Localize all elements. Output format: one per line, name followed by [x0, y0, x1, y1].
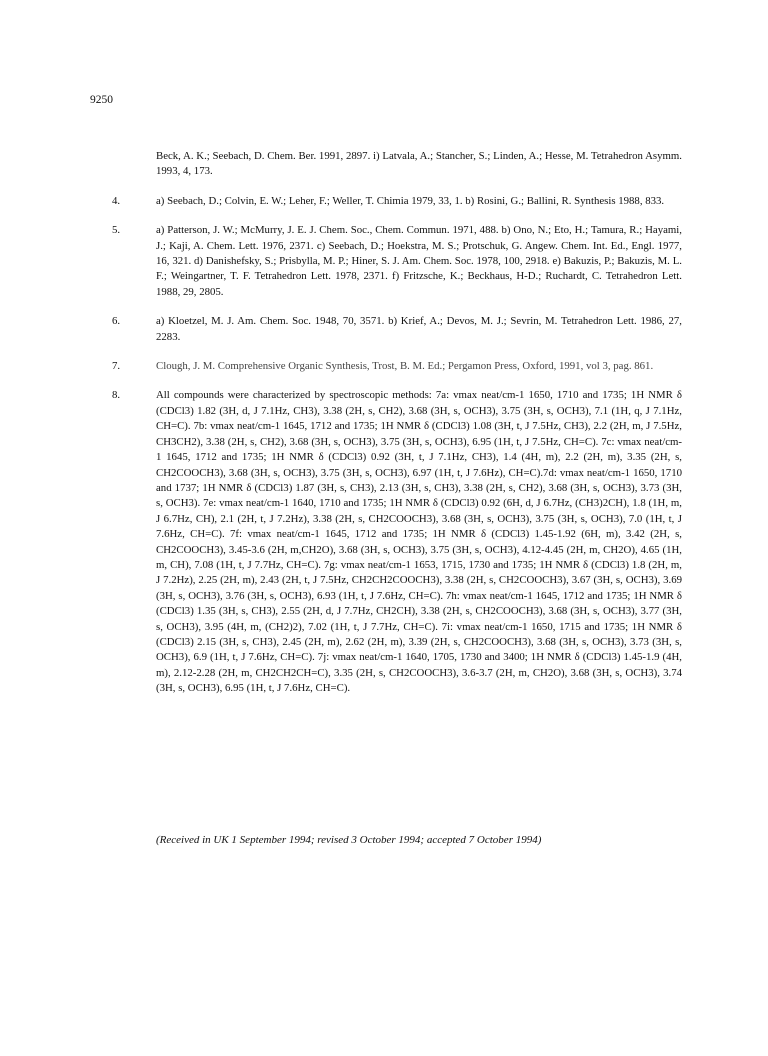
reference-number: 6.: [112, 315, 121, 328]
received-dates: (Received in UK 1 September 1994; revised 3 October 1994; accepted 7 October 1994): [156, 834, 542, 846]
reference-text: Clough, J. M. Comprehensive Organic Synthesis, Trost, B. M. Ed.; Pergamon Press, Oxford, 1991, vol 3, pag. 861.: [156, 360, 654, 373]
reference-4: [112, 194, 682, 209]
reference-8: [112, 388, 682, 696]
reference-number: 4.: [112, 194, 121, 207]
reference-text: a) Patterson, J. W.; McMurry, J. E. J. Chem. Soc., Chem. Commun. 1971, 488. b) Ono, N.; Eto, H.; Tamura, R.; Hayami, J.; Kaji, A. Chem. Lett. 1976, 2371. c) Seebach, D.; Hoekstra, M. S.; Protschuk, G. Angew. Chem. Int. Ed., Engl. 1977, 16, 321. d) Danishefsky, S.; Prisbylla, M. P.; Hiner, S. J. Am. Chem. Soc. 1978, 100, 2918. e) Bakuzis, P.; Bakuzis, M. L. F.; Weingartner, T. F. Tetrahedron Lett. 1978, 2371. f) Fritzsche, K.; Beckhaus, H-D.; Ruchardt, C. Tetrahedron Lett. 1988, 29, 2805.: [156, 224, 682, 298]
reference-5: [112, 223, 682, 300]
reference-text: a) Seebach, D.; Colvin, E. W.; Leher, F.; Weller, T. Chimia 1979, 33, 1. b) Rosini, G.; Ballini, R. Synthesis 1988, 833.: [156, 194, 665, 207]
reference-text: Beck, A. K.; Seebach, D. Chem. Ber. 1991, 2897. i) Latvala, A.; Stancher, S.; Linden, A.; Hesse, M. Tetrahedron Asymm. 1993, 4, 173.: [156, 150, 682, 178]
reference-continuation: [112, 149, 682, 180]
page-number: 9250: [90, 94, 113, 106]
reference-text: a) Kloetzel, M. J. Am. Chem. Soc. 1948, 70, 3571. b) Krief, A.; Devos, M. J.; Sevrin, M. Tetrahedron Lett. 1986, 27, 2283.: [156, 315, 682, 343]
reference-number: 5.: [112, 224, 121, 237]
reference-7: [112, 359, 682, 374]
reference-text: All compounds were characterized by spectroscopic methods: 7a: vmax neat/cm-1 1650, 1710 and 1735; 1H NMR δ (CDCl3) 1.82 (3H, d, J 7.1Hz, CH3), 3.38 (2H, s, CH2), 3.68 (3H, s, OCH3), 3.75 (3H, s, OCH3), 7.1 (1H, q, J 7.1Hz, CH=C). 7b: vmax neat/cm-1 1645, 1712 and 1735; 1H NMR δ (CDCl3) 1.08 (3H, t, J 7.5Hz, CH3), 2.2 (2H, m, J 7.5Hz, CH3CH2), 3.38 (2H, s, CH2), 3.68 (3H, s, OCH3), 3.75 (3H, s, OCH3), 6.95 (1H, t, J 7.5Hz, CH=C). 7c: vmax neat/cm-1 1645, 1712 and 1735; 1H NMR δ (CDCl3) 0.92 (3H, t, J 7.1Hz, CH3), 1.4 (4H, m), 2.2 (2H, m), 3.35 (2H, s, CH2COOCH3), 3.68 (3H, s, OCH3), 3.75 (3H, s, OCH3), 6.97 (1H, t, J 7.6Hz), CH=C).7d: vmax neat/cm-1 1650, 1710 and 1737; 1H NMR δ (CDCl3) 1.87 (3H, s, CH3), 2.13 (3H, s, CH3), 3.38 (2H, s, CH2), 3.68 (3H, s, OCH3), 3.73 (3H, s, OCH3). 7e: vmax neat/cm-1 1640, 1710 and 1735; 1H NMR δ (CDCl3) 0.92 (6H, d, J 6.7Hz, (CH3)2CH), 1.8 (1H, m, J 6.7Hz, CH), 2.1 (2H, t, J 7.2Hz), 3.38 (2H, s, CH2COOCH3), 3.68 (3H, s, OCH3), 3.75 (3H, s, OCH3), 7.0 (1H, t, J 7.6Hz, CH=C). 7f: vmax neat/cm-1 1645, 1712 and 1735; 1H NMR δ (CDCl3) 1.45-1.92 (6H, m), 3.42 (2H, s, CH2COOCH3), 3.45-3.6 (2H, m,CH2O), 3.68 (3H, s, OCH3), 3.75 (3H, s, OCH3), 4.12-4.45 (2H, m, CH2O), 4.65 (1H, m, CH), 7.08 (1H, t, J 7.7Hz, CH=C). 7g: vmax neat/cm-1 1653, 1715, 1730 and 1735; 1H NMR δ (CDCl3) 1.8 (2H, m, J 7.2Hz), 2.25 (2H, m), 2.43 (2H, t, J 7.5Hz, CH2CH2COOCH3), 3.38 (2H, s, CH2COOCH3), 3.67 (3H, s, OCH3), 3.69 (3H, s, OCH3), 3.76 (3H, s, OCH3), 6.93 (1H, t, J 7.6Hz, CH=C). 7h: vmax neat/cm-1 1645, 1712 and 1735; 1H NMR δ (CDCl3) 1.35 (3H, s, CH3), 2.55 (2H, d, J 7.7Hz, CH2CH), 3.38 (2H, s, CH2COOCH3), 3.68 (3H, s, OCH3), 3.77 (3H, s, OCH3), 3.95 (4H, m, (CH2)2), 7.02 (1H, t, J 7.7Hz, CH=C). 7i: vmax neat/cm-1 1650, 1715 and 1735; 1H NMR δ (CDCl3) 2.15 (3H, s, CH3), 2.45 (2H, m), 2.62 (2H, m), 3.39 (2H, s, CH2COOCH3), 3.68 (3H, s, OCH3), 3.73 (3H, s, OCH3), 6.9 (1H, t, J 7.6Hz, CH=C). 7j: vmax neat/cm-1 1640, 1705, 1730 and 3400; 1H NMR δ (CDCl3) 1.45-1.9 (4H, m), 2.12-2.28 (2H, m, CH2CH2CH=C), 3.35 (2H, s, CH2COOCH3), 3.6-3.7 (2H, m, CH2O), 3.68 (3H, s, OCH3), 3.74 (3H, s, OCH3), 6.95 (1H, t, J 7.6Hz, CH=C).: [156, 389, 682, 695]
reference-number: 8.: [112, 389, 121, 402]
reference-6: [112, 314, 682, 345]
references-list: [112, 149, 682, 711]
reference-number: 7.: [112, 360, 121, 373]
